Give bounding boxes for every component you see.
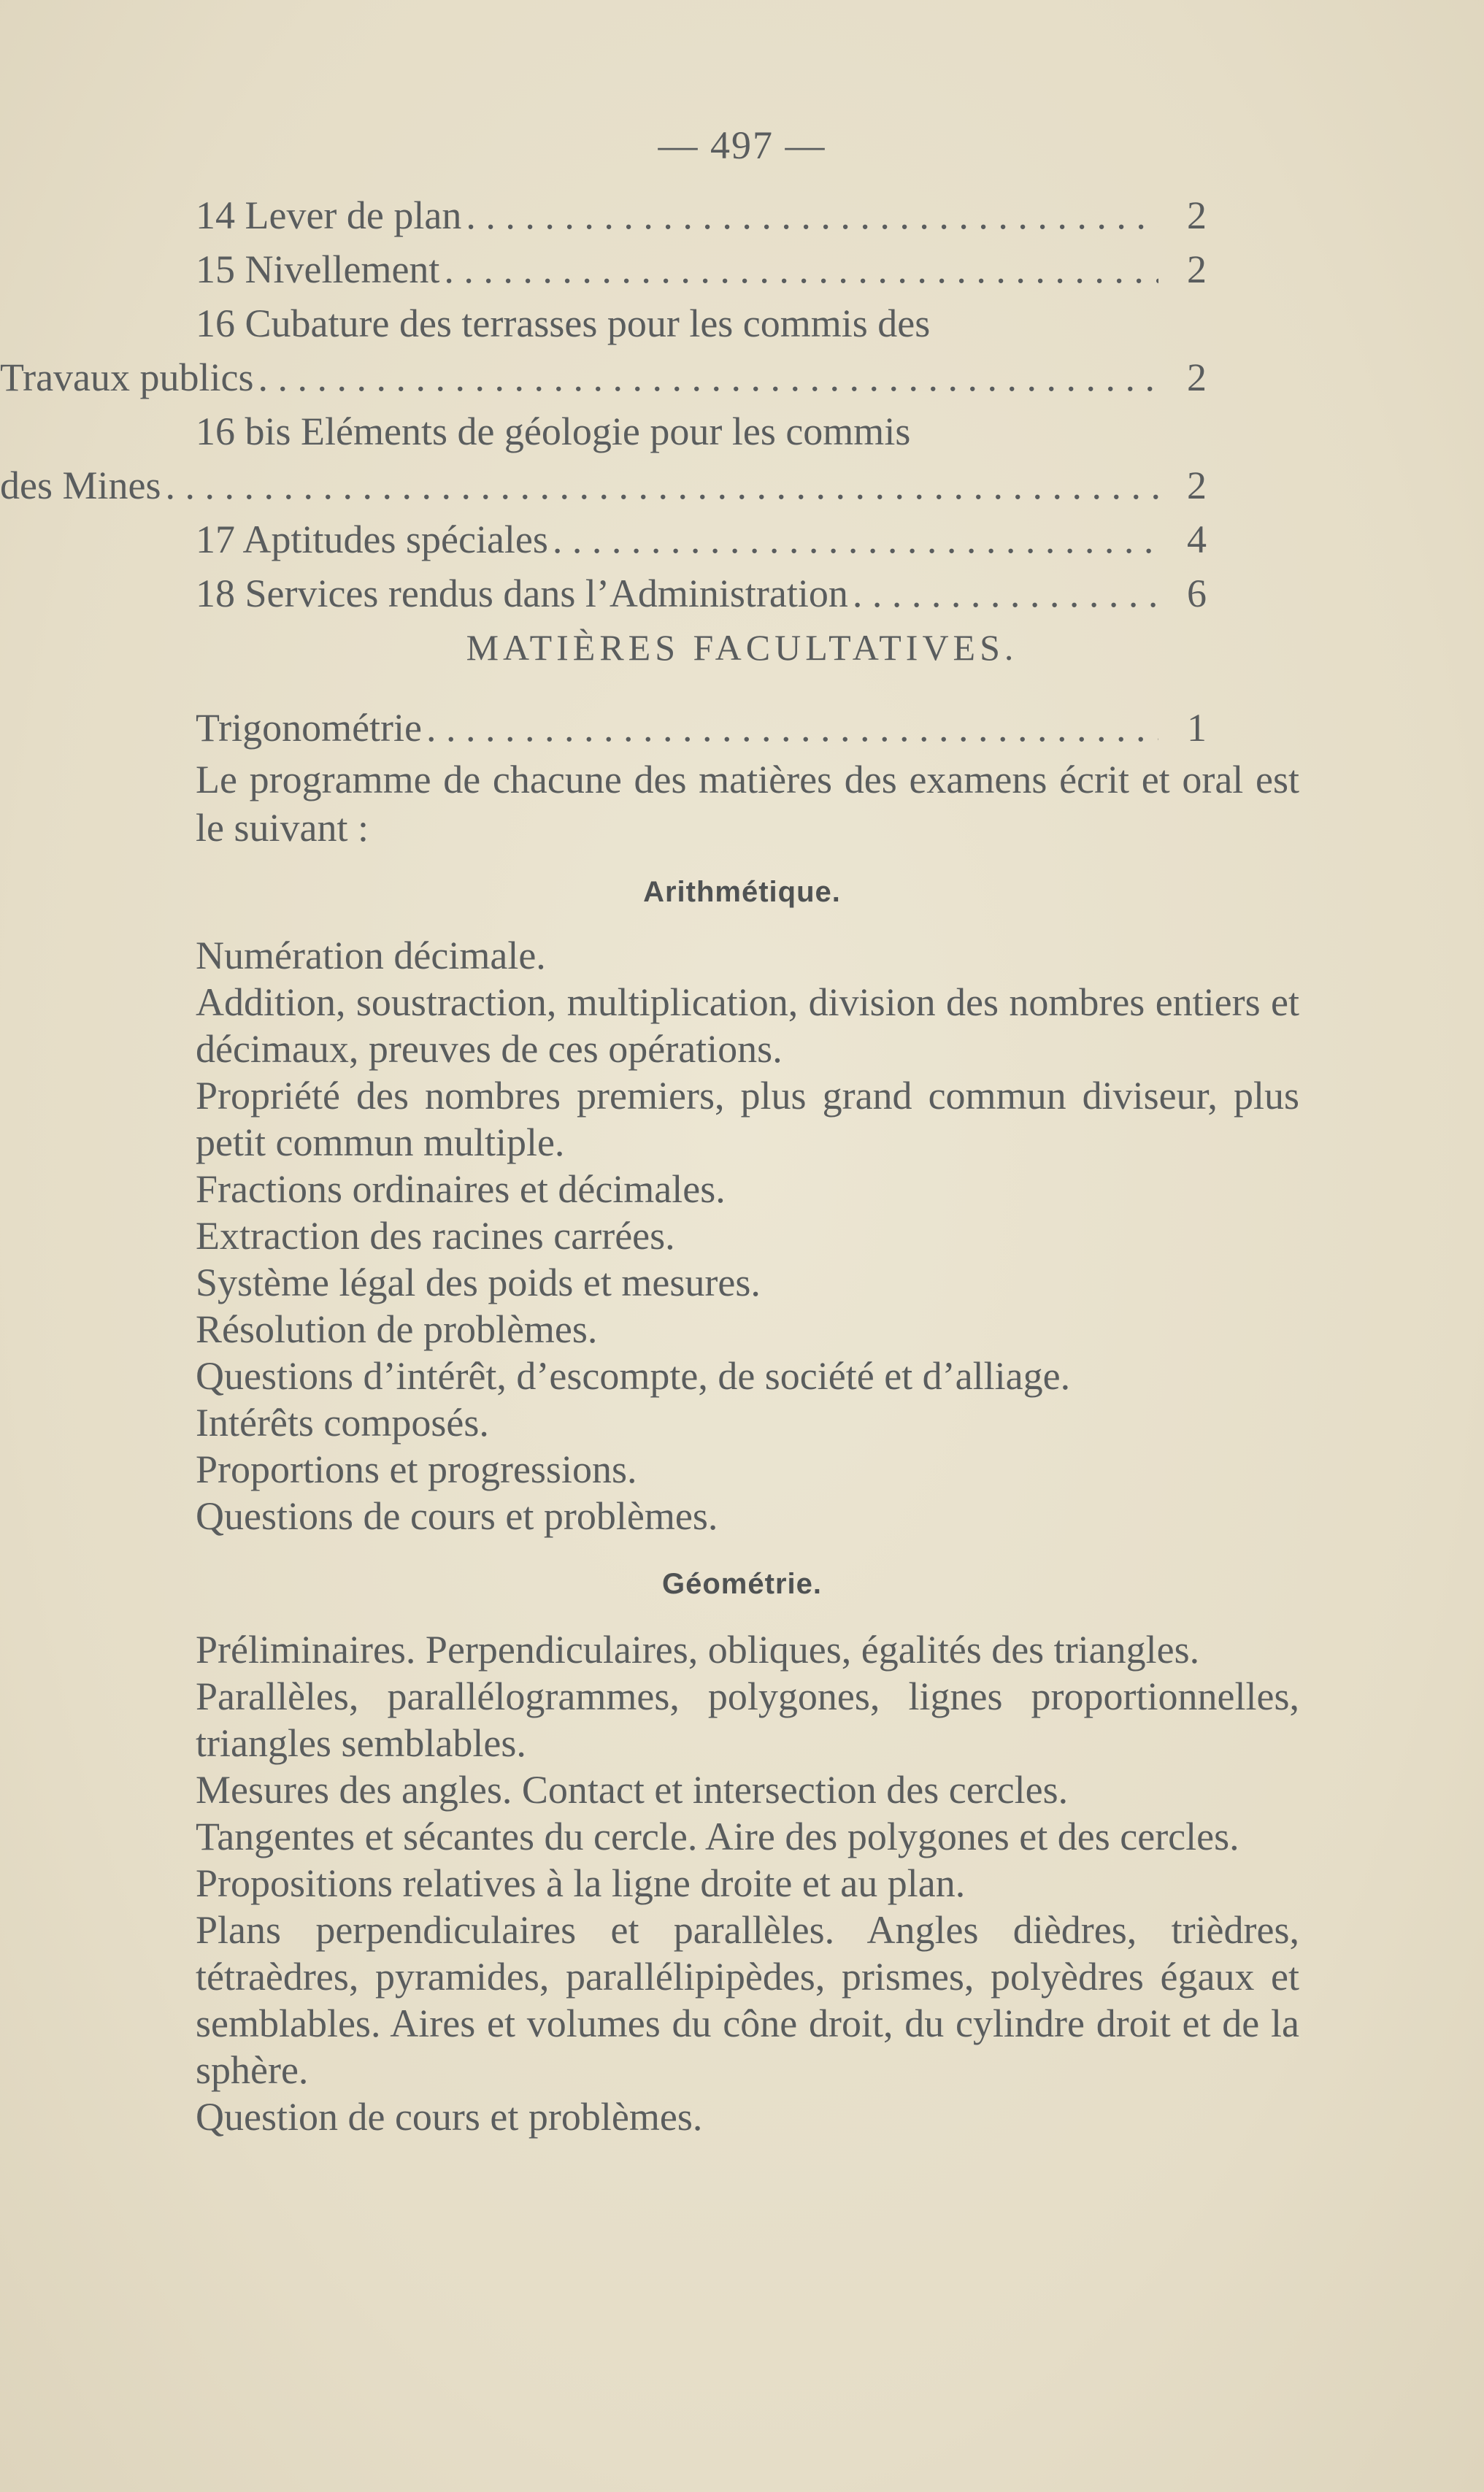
list-item: Préliminaires. Perpendiculaires, obliques, égalités des triangles. [196, 1628, 1200, 1672]
toc-label: 17 Aptitudes spéciales [196, 518, 548, 561]
list-item: Question de cours et problèmes. [196, 2095, 703, 2139]
toc-label-rest: des Mines [0, 464, 161, 507]
intro-text: Le programme de chacune des matières des examens écrit et oral est le suivant : [196, 758, 1299, 850]
toc-value: 2 [1187, 193, 1207, 237]
toc-label-rest: Travaux publics [0, 355, 254, 399]
list-item: Intérêts composés. [196, 1401, 489, 1445]
arithmetic-list [196, 932, 1299, 1539]
toc-value: 1 [1187, 706, 1207, 750]
toc-item-16 [0, 296, 1207, 404]
list-item: Mesures des angles. Contact et intersection des cercles. [196, 1768, 1069, 1812]
toc-item-15 [196, 242, 1207, 296]
optional-subject-list [196, 701, 1207, 755]
toc-value: 2 [1187, 355, 1207, 399]
toc-label: 14 Lever de plan [196, 193, 462, 237]
toc-item-18 [196, 566, 1207, 620]
toc-label: Trigonométrie [196, 706, 422, 750]
toc-value: 6 [1187, 572, 1207, 615]
list-item: Tangentes et sécantes du cercle. Aire des polygones et des cercles. [196, 1815, 1239, 1858]
list-item: Plans perpendiculaires et parallèles. Angles dièdres, trièdres, tétraèdres, pyramides, parallélipipèdes, prismes, polyèdres égaux et semblables. Aires et volumes du cône droit, du cylindre droit et de la sphère. [196, 1908, 1299, 2092]
geometry-heading: Géométrie. [662, 1568, 822, 1600]
toc-item-14 [196, 188, 1207, 242]
toc-label: 18 Services rendus dans l’Administration [196, 572, 848, 615]
list-item: Questions d’intérêt, d’escompte, de société et d’alliage. [196, 1354, 1071, 1398]
list-item: Numération décimale. [196, 934, 546, 977]
list-item: Addition, soustraction, multiplication, division des nombres entiers et décimaux, preuves de ces opérations. [196, 980, 1299, 1071]
toc-label-first: 16 bis Eléments de géologie pour les commis [196, 409, 911, 453]
list-item: Extraction des racines carrées. [196, 1214, 675, 1258]
exam-subject-list [0, 188, 1207, 620]
list-item: Système légal des poids et mesures. [196, 1261, 761, 1304]
toc-value: 2 [1187, 464, 1207, 507]
geometry-list [196, 1626, 1299, 2140]
toc-item-16bis [0, 404, 1207, 512]
list-item: Résolution de problèmes. [196, 1307, 598, 1351]
toc-item-17 [196, 512, 1207, 566]
toc-label-first: 16 Cubature des terrasses pour les commis des [196, 301, 931, 345]
toc-item-trigonometry [196, 701, 1207, 755]
list-item: Propositions relatives à la ligne droite et au plan. [196, 1861, 966, 1905]
optional-subjects-title: MATIÈRES FACULTATIVES. [466, 627, 1018, 668]
intro-paragraph [196, 755, 1299, 852]
arithmetic-heading: Arithmétique. [643, 876, 841, 908]
list-item: Fractions ordinaires et décimales. [196, 1167, 726, 1211]
list-item: Propriété des nombres premiers, plus grand commun diviseur, plus petit commun multiple. [196, 1074, 1299, 1164]
list-item: Questions de cours et problèmes. [196, 1494, 718, 1538]
list-item: Parallèles, parallélogrammes, polygones, lignes proportionnelles, triangles semblables. [196, 1674, 1299, 1765]
toc-value: 2 [1187, 247, 1207, 291]
page-number: — 497 — [658, 123, 826, 167]
list-item: Proportions et progressions. [196, 1447, 637, 1491]
toc-label: 15 Nivellement [196, 247, 440, 291]
toc-value: 4 [1187, 518, 1207, 561]
